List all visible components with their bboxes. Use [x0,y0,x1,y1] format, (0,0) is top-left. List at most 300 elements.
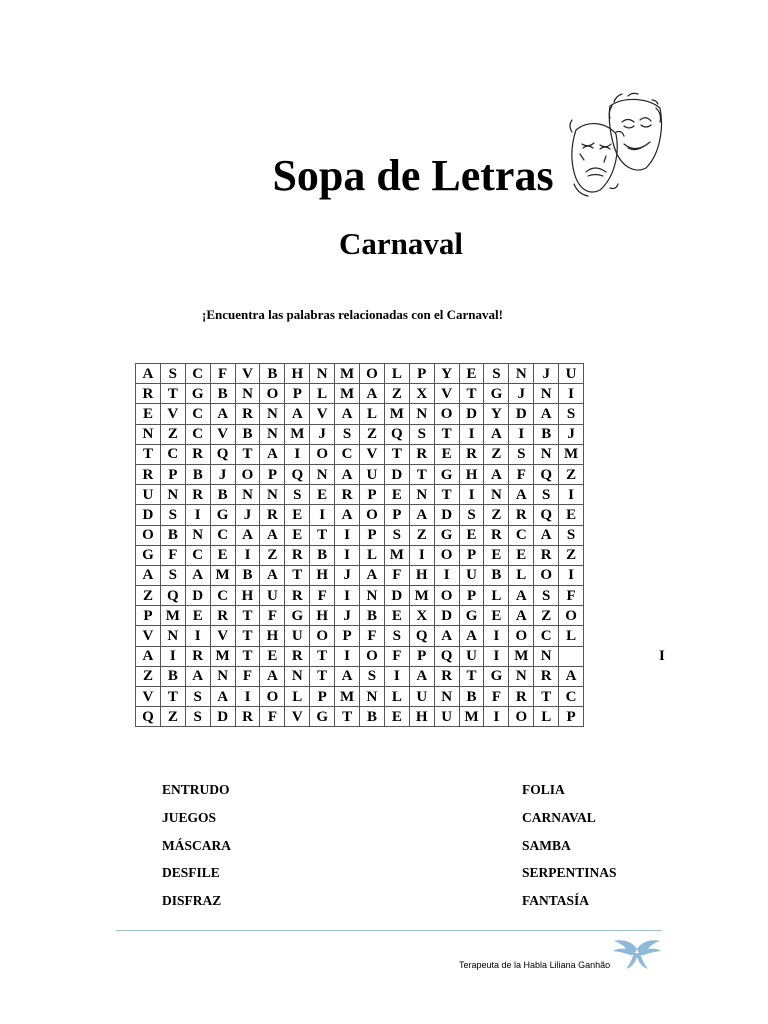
grid-cell: A [185,666,210,686]
grid-cell: T [335,707,360,727]
grid-cell: Z [136,666,161,686]
grid-cell: M [160,606,185,626]
grid-cell: T [235,646,260,666]
grid-cell: V [434,384,459,404]
grid-cell: Q [210,444,235,464]
word-list-item: FANTASÍA [522,893,590,909]
wing-logo-icon [612,937,662,971]
grid-cell: A [509,586,534,606]
grid-cell: Z [559,464,584,484]
grid-cell: T [160,687,185,707]
grid-cell: U [360,464,385,484]
grid-cell: M [409,586,434,606]
grid-cell: A [360,565,385,585]
word-list-item: SERPENTINAS [522,865,617,881]
grid-cell: F [509,464,534,484]
grid-cell: E [484,545,509,565]
grid-row [136,565,584,585]
grid-cell: L [534,707,559,727]
grid-cell: Q [434,646,459,666]
grid-cell: I [335,646,360,666]
grid-cell: U [459,646,484,666]
grid-cell: D [384,464,409,484]
grid-cell: O [235,464,260,484]
grid-cell: O [509,707,534,727]
grid-cell: A [409,666,434,686]
grid-cell: I [185,626,210,646]
grid-cell: E [260,646,285,666]
grid-cell: R [136,464,161,484]
grid-cell: A [185,565,210,585]
grid-cell: Z [484,505,509,525]
grid-cell: Q [160,586,185,606]
grid-cell: D [136,505,161,525]
grid-cell: F [310,586,335,606]
grid-cell: V [310,404,335,424]
grid-cell: J [335,606,360,626]
grid-cell: G [484,384,509,404]
grid-cell: R [285,545,310,565]
grid-cell: N [360,687,385,707]
grid-cell: M [509,646,534,666]
grid-cell: N [434,687,459,707]
grid-cell: S [285,485,310,505]
grid-cell: U [434,707,459,727]
grid-cell: T [136,444,161,464]
grid-row [136,545,584,565]
word-list-item: DISFRAZ [162,893,222,909]
grid-cell: P [136,606,161,626]
grid-cell: E [210,545,235,565]
grid-cell: E [509,545,534,565]
grid-cell: S [459,505,484,525]
grid-cell: A [210,404,235,424]
footer-credit: Terapeuta de la Habla Liliana Ganhão [459,960,611,970]
grid-cell: B [260,364,285,384]
grid-cell: E [310,485,335,505]
grid-cell: E [384,707,409,727]
grid-cell: C [534,626,559,646]
grid-cell: R [459,444,484,464]
grid-cell: C [509,525,534,545]
grid-cell: J [559,424,584,444]
grid-cell: C [559,687,584,707]
grid-cell: I [484,646,509,666]
grid-cell: N [235,485,260,505]
grid-cell: H [409,565,434,585]
grid-row [136,707,584,727]
grid-cell: F [260,606,285,626]
grid-cell: S [409,424,434,444]
grid-cell: A [260,444,285,464]
grid-cell: B [459,687,484,707]
word-list-right [522,782,617,921]
grid-cell: Z [409,525,434,545]
page-title: Sopa de Letras [272,151,554,200]
grid-cell: B [484,565,509,585]
grid-cell: L [384,364,409,384]
grid-cell: D [434,505,459,525]
grid-cell: Q [409,626,434,646]
grid-cell: J [210,464,235,484]
grid-cell: O [434,545,459,565]
grid-cell: I [235,687,260,707]
grid-cell: O [260,687,285,707]
grid-row [136,606,584,626]
grid-cell: D [509,404,534,424]
grid-cell: V [210,626,235,646]
grid-cell: V [160,404,185,424]
grid-cell: A [409,505,434,525]
grid-cell: A [434,626,459,646]
grid-cell: H [310,565,335,585]
grid-cell: T [235,444,260,464]
grid-cell: Z [484,444,509,464]
grid-cell: O [360,364,385,384]
word-list-item: JUEGOS [162,809,217,825]
grid-cell: N [235,384,260,404]
grid-cell: U [136,485,161,505]
grid-cell: U [285,626,310,646]
grid-row [136,464,584,484]
grid-cell: R [285,586,310,606]
grid-cell: T [534,687,559,707]
word-list-left [162,782,231,921]
grid-cell: L [360,545,385,565]
grid-cell: F [235,666,260,686]
grid-cell: Q [534,464,559,484]
grid-cell: L [285,687,310,707]
grid-cell: L [559,626,584,646]
grid-cell: C [185,545,210,565]
grid-cell: I [559,384,584,404]
grid-cell: S [160,565,185,585]
grid-cell: S [160,364,185,384]
grid-cell: O [559,606,584,626]
grid-cell: T [235,606,260,626]
grid-cell: H [235,586,260,606]
grid-cell: B [360,707,385,727]
grid-cell: T [459,666,484,686]
word-list-item: CARNAVAL [522,809,596,825]
grid-cell: L [509,565,534,585]
grid-row [136,525,584,545]
grid-cell: R [534,666,559,686]
grid-cell: A [335,505,360,525]
grid-cell: R [260,505,285,525]
grid-cell: A [260,666,285,686]
grid-cell: N [409,404,434,424]
grid-cell: T [384,444,409,464]
grid-cell: E [285,525,310,545]
grid-cell: P [335,626,360,646]
grid-cell: A [260,525,285,545]
grid-cell: E [459,525,484,545]
grid-cell: Z [160,424,185,444]
grid-cell: N [160,485,185,505]
grid-cell: I [559,485,584,505]
grid-cell: R [434,666,459,686]
grid-cell: S [559,525,584,545]
grid-cell: S [534,485,559,505]
grid-cell: R [185,485,210,505]
grid-cell: P [285,384,310,404]
grid-cell: B [210,485,235,505]
grid-cell: J [335,565,360,585]
grid-cell: C [185,404,210,424]
grid-cell: T [434,424,459,444]
grid-cell: I [235,545,260,565]
grid-cell: N [360,586,385,606]
grid-cell: G [484,666,509,686]
grid-cell: V [285,707,310,727]
grid-cell: B [235,424,260,444]
grid-cell: S [509,444,534,464]
grid-cell: A [509,485,534,505]
grid-cell: P [260,464,285,484]
grid-cell: F [260,707,285,727]
grid-cell: N [534,444,559,464]
grid-cell: Z [559,545,584,565]
grid-cell: I [509,424,534,444]
grid-cell: N [509,666,534,686]
grid-row [136,485,584,505]
grid-cell: F [160,545,185,565]
grid-cell: V [136,687,161,707]
grid-cell: H [310,606,335,626]
grid-cell: E [484,606,509,626]
grid-cell: N [534,384,559,404]
grid-cell: I [459,485,484,505]
grid-cell: P [310,687,335,707]
grid-cell: T [459,384,484,404]
grid-cell: A [509,606,534,626]
grid-cell: C [185,364,210,384]
grid-cell: Z [136,586,161,606]
grid-cell: M [459,707,484,727]
grid-cell: T [310,666,335,686]
grid-cell: N [160,626,185,646]
grid-cell: N [260,404,285,424]
grid-cell: V [235,364,260,384]
grid-cell: I [409,545,434,565]
grid-cell: G [136,545,161,565]
grid-cell: S [384,525,409,545]
grid-row [136,444,584,464]
grid-cell: M [210,646,235,666]
grid-row [136,404,584,424]
grid-cell: P [409,646,434,666]
grid-cell: Y [484,404,509,424]
grid-cell: Z [260,545,285,565]
word-list-item: DESFILE [162,865,220,881]
grid-cell: I [160,646,185,666]
grid-cell: O [434,586,459,606]
grid-cell: B [534,424,559,444]
grid-cell: D [384,586,409,606]
grid-cell: V [360,444,385,464]
grid-cell: L [384,687,409,707]
grid-cell: R [509,505,534,525]
grid-cell: B [235,565,260,585]
grid-cell: P [160,464,185,484]
grid-cell: V [136,626,161,646]
grid-cell: Z [360,424,385,444]
grid-cell: S [185,687,210,707]
grid-cell: A [459,626,484,646]
grid-cell: O [136,525,161,545]
grid-cell: E [384,485,409,505]
grid-cell: R [185,646,210,666]
grid-cell: M [559,444,584,464]
grid-cell: Q [384,424,409,444]
grid-cell: A [136,646,161,666]
grid-cell: F [559,586,584,606]
grid-cell: Q [285,464,310,484]
grid-cell: B [185,464,210,484]
grid-cell: B [360,606,385,626]
grid-cell: J [509,384,534,404]
grid-cell: U [459,565,484,585]
grid-cell: A [136,364,161,384]
grid-cell: P [559,707,584,727]
grid-cell: E [384,606,409,626]
grid-cell: A [260,565,285,585]
page-subtitle: Carnaval [339,226,463,261]
grid-cell: R [534,545,559,565]
grid-cell: M [384,404,409,424]
grid-cell: E [285,505,310,525]
grid-cell: A [335,666,360,686]
grid-cell: X [409,384,434,404]
grid-cell: I [335,586,360,606]
word-list-item: SAMBA [522,837,571,853]
grid-cell: T [310,646,335,666]
grid-cell: O [360,646,385,666]
grid-cell: A [210,687,235,707]
grid-cell: U [559,364,584,384]
grid-cell: I [559,565,584,585]
grid-cell: M [210,565,235,585]
grid-cell: H [459,464,484,484]
grid-cell: M [335,687,360,707]
grid-cell: A [335,464,360,484]
grid-cell: Q [136,707,161,727]
grid-cell: C [210,586,235,606]
grid-cell: C [185,424,210,444]
grid-cell: M [285,424,310,444]
grid-cell: N [310,464,335,484]
grid-cell: I [484,626,509,646]
grid-cell: C [335,444,360,464]
grid-cell: H [409,707,434,727]
grid-cell: M [335,384,360,404]
grid-cell: P [459,586,484,606]
grid-cell: C [210,525,235,545]
grid-cell: B [160,525,185,545]
grid-cell: O [534,565,559,585]
grid-cell: I [185,505,210,525]
grid-cell: R [136,384,161,404]
grid-cell: N [509,364,534,384]
grid-cell: R [235,404,260,424]
grid-cell: G [285,606,310,626]
grid-cell: O [260,384,285,404]
grid-cell: N [260,424,285,444]
grid-cell: U [260,586,285,606]
grid-cell: I [384,666,409,686]
grid-cell: Y [434,364,459,384]
grid-cell: A [335,404,360,424]
grid-row [136,646,584,666]
grid-cell: S [185,707,210,727]
grid-cell: R [210,606,235,626]
grid-cell: F [384,565,409,585]
grid-cell: A [235,525,260,545]
footer-divider [116,930,662,931]
grid-cell: G [459,606,484,626]
grid-cell: L [484,586,509,606]
grid-cell: A [484,424,509,444]
grid-cell: I [335,545,360,565]
grid-cell: X [409,606,434,626]
grid-cell: P [409,364,434,384]
grid-cell: I [310,505,335,525]
grid-cell: G [210,505,235,525]
grid-cell: N [210,666,235,686]
grid-cell: J [310,424,335,444]
word-search-grid [135,363,584,727]
grid-cell: G [185,384,210,404]
grid-cell: E [185,606,210,626]
grid-cell: T [310,525,335,545]
word-list-item: MÁSCARA [162,837,231,853]
grid-cell: S [160,505,185,525]
grid-cell: H [285,364,310,384]
grid-cell: A [534,404,559,424]
grid-cell: E [559,505,584,525]
grid-cell: N [534,646,559,666]
grid-cell: P [384,505,409,525]
grid-cell: Q [534,505,559,525]
grid-cell: A [484,464,509,484]
grid-cell: O [434,404,459,424]
theater-masks-icon [566,92,666,202]
grid-cell: D [185,586,210,606]
grid-cell: C [160,444,185,464]
grid-cell: S [559,404,584,424]
grid-row [136,384,584,404]
grid-cell: S [384,626,409,646]
grid-row [136,687,584,707]
grid-cell: R [185,444,210,464]
grid-cell: P [459,545,484,565]
grid-cell: S [484,364,509,384]
instruction-text: ¡Encuentra las palabras relacionadas con el Carnaval! [202,307,503,322]
grid-cell: D [459,404,484,424]
grid-cell: D [434,606,459,626]
grid-cell: D [210,707,235,727]
grid-cell: I [434,565,459,585]
grid-cell: P [360,525,385,545]
grid-cell: N [310,364,335,384]
grid-cell: B [210,384,235,404]
grid-row [136,505,584,525]
grid-cell: A [136,565,161,585]
grid-row [136,666,584,686]
grid-cell: U [409,687,434,707]
grid-cell: R [335,485,360,505]
